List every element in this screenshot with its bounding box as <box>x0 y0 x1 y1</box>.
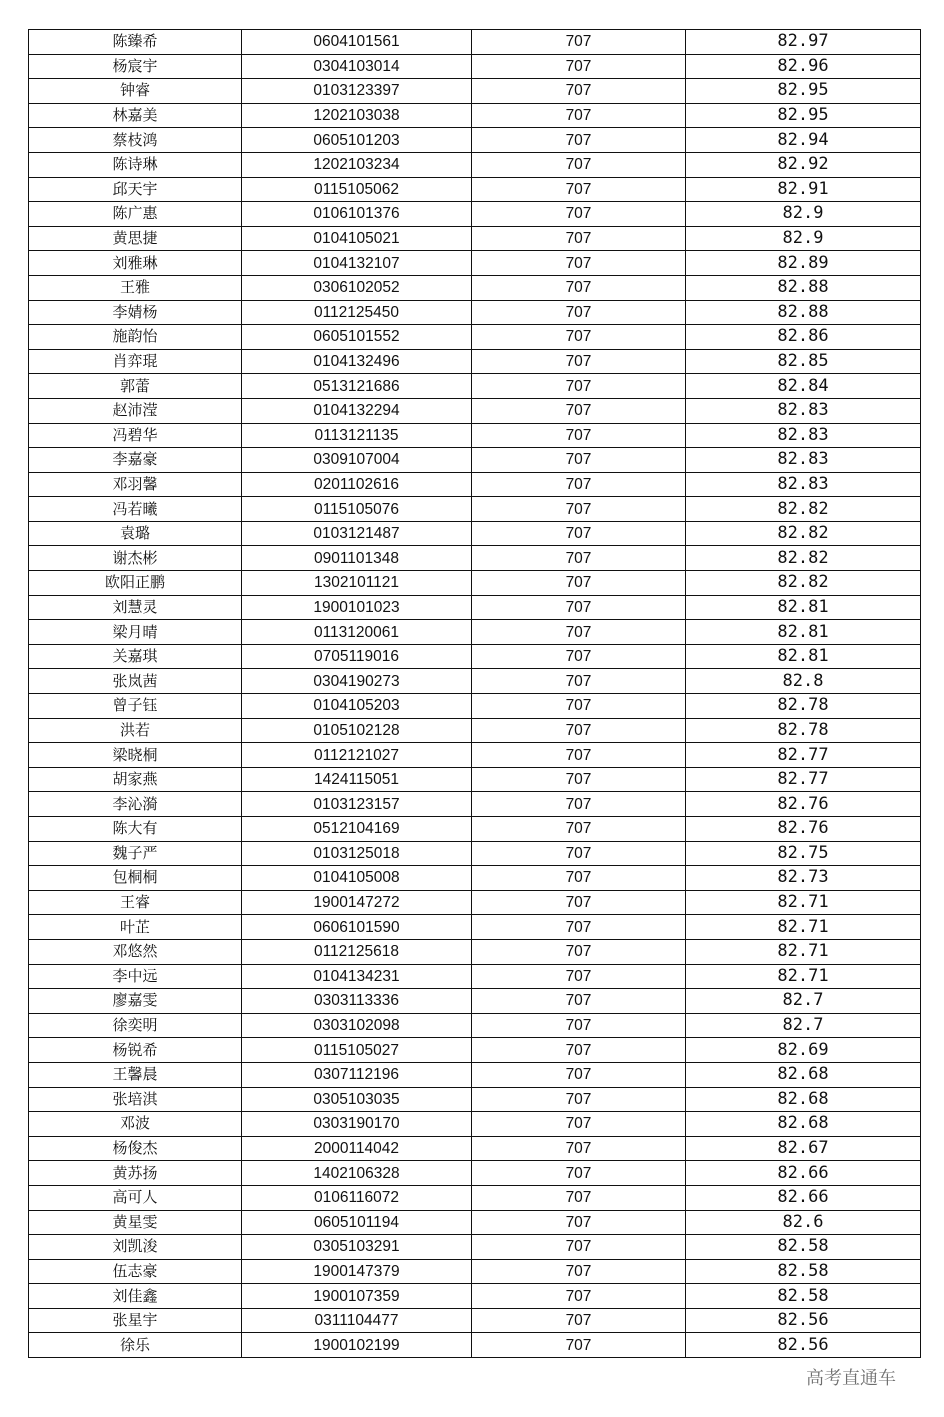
score-cell: 82.82 <box>686 521 921 546</box>
exam-number-cell: 0901101348 <box>242 546 472 571</box>
name-cell: 邓羽馨 <box>29 472 242 497</box>
name-cell: 张培淇 <box>29 1087 242 1112</box>
score-cell: 82.82 <box>686 497 921 522</box>
name-cell: 刘凯浚 <box>29 1235 242 1260</box>
code-cell: 707 <box>472 792 686 817</box>
name-cell: 徐乐 <box>29 1333 242 1358</box>
score-cell: 82.92 <box>686 152 921 177</box>
code-cell: 707 <box>472 718 686 743</box>
table-row <box>29 1087 921 1112</box>
score-cell: 82.76 <box>686 792 921 817</box>
exam-number-cell: 0104105008 <box>242 866 472 891</box>
name-cell: 杨锐希 <box>29 1038 242 1063</box>
name-cell: 关嘉琪 <box>29 644 242 669</box>
table-row <box>29 1235 921 1260</box>
name-cell: 邓悠然 <box>29 939 242 964</box>
code-cell: 707 <box>472 54 686 79</box>
code-cell: 707 <box>472 226 686 251</box>
exam-number-cell: 0512104169 <box>242 817 472 842</box>
code-cell: 707 <box>472 571 686 596</box>
code-cell: 707 <box>472 669 686 694</box>
table-row <box>29 792 921 817</box>
score-cell: 82.89 <box>686 251 921 276</box>
code-cell: 707 <box>472 817 686 842</box>
score-cell: 82.81 <box>686 595 921 620</box>
code-cell: 707 <box>472 30 686 55</box>
name-cell: 谢杰彬 <box>29 546 242 571</box>
code-cell: 707 <box>472 546 686 571</box>
score-cell: 82.56 <box>686 1308 921 1333</box>
table-row <box>29 546 921 571</box>
score-table <box>28 29 921 1358</box>
code-cell: 707 <box>472 128 686 153</box>
score-cell: 82.94 <box>686 128 921 153</box>
exam-number-cell: 0103121487 <box>242 521 472 546</box>
name-cell: 李中远 <box>29 964 242 989</box>
table-row <box>29 1062 921 1087</box>
name-cell: 陈臻希 <box>29 30 242 55</box>
exam-number-cell: 1900147379 <box>242 1259 472 1284</box>
score-cell: 82.83 <box>686 448 921 473</box>
exam-number-cell: 1302101121 <box>242 571 472 596</box>
score-cell: 82.66 <box>686 1161 921 1186</box>
exam-number-cell: 0104105203 <box>242 694 472 719</box>
table-row <box>29 669 921 694</box>
table-row <box>29 103 921 128</box>
name-cell: 黄苏扬 <box>29 1161 242 1186</box>
score-cell: 82.71 <box>686 915 921 940</box>
name-cell: 邱天宇 <box>29 177 242 202</box>
score-cell: 82.76 <box>686 817 921 842</box>
score-cell: 82.67 <box>686 1136 921 1161</box>
score-cell: 82.71 <box>686 939 921 964</box>
name-cell: 包桐桐 <box>29 866 242 891</box>
score-cell: 82.77 <box>686 743 921 768</box>
name-cell: 李嘉豪 <box>29 448 242 473</box>
name-cell: 林嘉美 <box>29 103 242 128</box>
score-cell: 82.73 <box>686 866 921 891</box>
score-cell: 82.96 <box>686 54 921 79</box>
score-cell: 82.68 <box>686 1087 921 1112</box>
exam-number-cell: 0113120061 <box>242 620 472 645</box>
name-cell: 徐奕明 <box>29 1013 242 1038</box>
name-cell: 胡家燕 <box>29 767 242 792</box>
score-cell: 82.75 <box>686 841 921 866</box>
exam-number-cell: 0104132107 <box>242 251 472 276</box>
name-cell: 李沁漪 <box>29 792 242 817</box>
exam-number-cell: 0307112196 <box>242 1062 472 1087</box>
table-row <box>29 202 921 227</box>
name-cell: 蔡枝鸿 <box>29 128 242 153</box>
code-cell: 707 <box>472 595 686 620</box>
exam-number-cell: 1900101023 <box>242 595 472 620</box>
name-cell: 张岚茜 <box>29 669 242 694</box>
score-cell: 82.9 <box>686 202 921 227</box>
name-cell: 魏子严 <box>29 841 242 866</box>
score-cell: 82.71 <box>686 964 921 989</box>
exam-number-cell: 0103123397 <box>242 79 472 104</box>
code-cell: 707 <box>472 325 686 350</box>
exam-number-cell: 0115105076 <box>242 497 472 522</box>
table-row <box>29 989 921 1014</box>
table-row <box>29 964 921 989</box>
code-cell: 707 <box>472 472 686 497</box>
name-cell: 欧阳正鹏 <box>29 571 242 596</box>
code-cell: 707 <box>472 915 686 940</box>
exam-number-cell: 0104134231 <box>242 964 472 989</box>
table-row <box>29 398 921 423</box>
name-cell: 赵沛滢 <box>29 398 242 423</box>
score-cell: 82.68 <box>686 1112 921 1137</box>
score-cell: 82.78 <box>686 694 921 719</box>
score-table-body <box>29 30 921 1358</box>
code-cell: 707 <box>472 1259 686 1284</box>
table-row <box>29 251 921 276</box>
table-row <box>29 374 921 399</box>
code-cell: 707 <box>472 251 686 276</box>
code-cell: 707 <box>472 989 686 1014</box>
table-row <box>29 841 921 866</box>
score-cell: 82.71 <box>686 890 921 915</box>
table-row <box>29 1333 921 1358</box>
code-cell: 707 <box>472 177 686 202</box>
name-cell: 杨俊杰 <box>29 1136 242 1161</box>
exam-number-cell: 1424115051 <box>242 767 472 792</box>
score-cell: 82.66 <box>686 1185 921 1210</box>
score-cell: 82.7 <box>686 989 921 1014</box>
name-cell: 黄思捷 <box>29 226 242 251</box>
score-cell: 82.9 <box>686 226 921 251</box>
score-cell: 82.83 <box>686 423 921 448</box>
name-cell: 叶芷 <box>29 915 242 940</box>
table-row <box>29 817 921 842</box>
exam-number-cell: 0304190273 <box>242 669 472 694</box>
table-row <box>29 620 921 645</box>
table-row <box>29 644 921 669</box>
table-row <box>29 890 921 915</box>
code-cell: 707 <box>472 1062 686 1087</box>
code-cell: 707 <box>472 1013 686 1038</box>
score-cell: 82.88 <box>686 300 921 325</box>
code-cell: 707 <box>472 202 686 227</box>
table-row <box>29 767 921 792</box>
table-row <box>29 1013 921 1038</box>
code-cell: 707 <box>472 497 686 522</box>
name-cell: 陈大有 <box>29 817 242 842</box>
exam-number-cell: 1900147272 <box>242 890 472 915</box>
exam-number-cell: 0115105027 <box>242 1038 472 1063</box>
code-cell: 707 <box>472 644 686 669</box>
code-cell: 707 <box>472 939 686 964</box>
score-cell: 82.83 <box>686 398 921 423</box>
exam-number-cell: 0605101552 <box>242 325 472 350</box>
score-cell: 82.58 <box>686 1284 921 1309</box>
score-cell: 82.91 <box>686 177 921 202</box>
name-cell: 洪若 <box>29 718 242 743</box>
table-row <box>29 718 921 743</box>
table-row <box>29 743 921 768</box>
exam-number-cell: 0604101561 <box>242 30 472 55</box>
name-cell: 刘佳鑫 <box>29 1284 242 1309</box>
name-cell: 陈诗琳 <box>29 152 242 177</box>
table-row <box>29 497 921 522</box>
exam-number-cell: 0705119016 <box>242 644 472 669</box>
table-row <box>29 1308 921 1333</box>
code-cell: 707 <box>472 694 686 719</box>
score-cell: 82.83 <box>686 472 921 497</box>
exam-number-cell: 0104105021 <box>242 226 472 251</box>
table-row <box>29 349 921 374</box>
table-row <box>29 152 921 177</box>
table-row <box>29 472 921 497</box>
score-cell: 82.84 <box>686 374 921 399</box>
code-cell: 707 <box>472 275 686 300</box>
name-cell: 施韵怡 <box>29 325 242 350</box>
exam-number-cell: 1202103234 <box>242 152 472 177</box>
table-row <box>29 1259 921 1284</box>
table-row <box>29 1210 921 1235</box>
name-cell: 邓波 <box>29 1112 242 1137</box>
code-cell: 707 <box>472 448 686 473</box>
code-cell: 707 <box>472 1284 686 1309</box>
exam-number-cell: 0303102098 <box>242 1013 472 1038</box>
name-cell: 王馨晨 <box>29 1062 242 1087</box>
exam-number-cell: 0115105062 <box>242 177 472 202</box>
exam-number-cell: 0113121135 <box>242 423 472 448</box>
score-cell: 82.95 <box>686 79 921 104</box>
code-cell: 707 <box>472 349 686 374</box>
exam-number-cell: 0112125618 <box>242 939 472 964</box>
code-cell: 707 <box>472 1308 686 1333</box>
name-cell: 伍志豪 <box>29 1259 242 1284</box>
score-cell: 82.56 <box>686 1333 921 1358</box>
score-cell: 82.69 <box>686 1038 921 1063</box>
name-cell: 刘雅琳 <box>29 251 242 276</box>
table-row <box>29 423 921 448</box>
score-cell: 82.68 <box>686 1062 921 1087</box>
exam-number-cell: 0513121686 <box>242 374 472 399</box>
table-row <box>29 30 921 55</box>
watermark: 高考直通车 <box>806 1368 896 1389</box>
table-row <box>29 1161 921 1186</box>
code-cell: 707 <box>472 152 686 177</box>
exam-number-cell: 0103125018 <box>242 841 472 866</box>
score-cell: 82.58 <box>686 1235 921 1260</box>
table-row <box>29 226 921 251</box>
exam-number-cell: 0106116072 <box>242 1185 472 1210</box>
exam-number-cell: 0112125450 <box>242 300 472 325</box>
name-cell: 郭蕾 <box>29 374 242 399</box>
code-cell: 707 <box>472 890 686 915</box>
exam-number-cell: 0306102052 <box>242 275 472 300</box>
exam-number-cell: 0605101203 <box>242 128 472 153</box>
code-cell: 707 <box>472 79 686 104</box>
name-cell: 杨宸宇 <box>29 54 242 79</box>
name-cell: 陈广惠 <box>29 202 242 227</box>
name-cell: 肖弈琨 <box>29 349 242 374</box>
name-cell: 黄星雯 <box>29 1210 242 1235</box>
code-cell: 707 <box>472 374 686 399</box>
table-row <box>29 866 921 891</box>
exam-number-cell: 1402106328 <box>242 1161 472 1186</box>
table-row <box>29 79 921 104</box>
name-cell: 张星宇 <box>29 1308 242 1333</box>
code-cell: 707 <box>472 1038 686 1063</box>
exam-number-cell: 1900107359 <box>242 1284 472 1309</box>
code-cell: 707 <box>472 1235 686 1260</box>
score-cell: 82.78 <box>686 718 921 743</box>
score-cell: 82.77 <box>686 767 921 792</box>
score-cell: 82.95 <box>686 103 921 128</box>
table-row <box>29 595 921 620</box>
exam-number-cell: 0103123157 <box>242 792 472 817</box>
exam-number-cell: 0106101376 <box>242 202 472 227</box>
exam-number-cell: 1202103038 <box>242 103 472 128</box>
code-cell: 707 <box>472 1087 686 1112</box>
exam-number-cell: 1900102199 <box>242 1333 472 1358</box>
code-cell: 707 <box>472 423 686 448</box>
code-cell: 707 <box>472 620 686 645</box>
name-cell: 王睿 <box>29 890 242 915</box>
score-cell: 82.88 <box>686 275 921 300</box>
score-cell: 82.97 <box>686 30 921 55</box>
table-row <box>29 521 921 546</box>
table-row <box>29 1185 921 1210</box>
exam-number-cell: 0201102616 <box>242 472 472 497</box>
code-cell: 707 <box>472 1333 686 1358</box>
score-cell: 82.82 <box>686 571 921 596</box>
name-cell: 李婧杨 <box>29 300 242 325</box>
score-cell: 82.58 <box>686 1259 921 1284</box>
code-cell: 707 <box>472 521 686 546</box>
table-row <box>29 1284 921 1309</box>
table-row <box>29 939 921 964</box>
name-cell: 王雅 <box>29 275 242 300</box>
code-cell: 707 <box>472 841 686 866</box>
exam-number-cell: 0311104477 <box>242 1308 472 1333</box>
name-cell: 钟睿 <box>29 79 242 104</box>
score-cell: 82.6 <box>686 1210 921 1235</box>
exam-number-cell: 0606101590 <box>242 915 472 940</box>
name-cell: 袁璐 <box>29 521 242 546</box>
name-cell: 梁月晴 <box>29 620 242 645</box>
exam-number-cell: 0305103035 <box>242 1087 472 1112</box>
name-cell: 冯碧华 <box>29 423 242 448</box>
code-cell: 707 <box>472 743 686 768</box>
score-cell: 82.82 <box>686 546 921 571</box>
exam-number-cell: 0104132496 <box>242 349 472 374</box>
code-cell: 707 <box>472 1161 686 1186</box>
table-row <box>29 128 921 153</box>
name-cell: 高可人 <box>29 1185 242 1210</box>
table-row <box>29 325 921 350</box>
code-cell: 707 <box>472 1112 686 1137</box>
table-row <box>29 1136 921 1161</box>
exam-number-cell: 0112121027 <box>242 743 472 768</box>
exam-number-cell: 0105102128 <box>242 718 472 743</box>
table-row <box>29 177 921 202</box>
table-row <box>29 448 921 473</box>
exam-number-cell: 0304103014 <box>242 54 472 79</box>
code-cell: 707 <box>472 398 686 423</box>
table-row <box>29 915 921 940</box>
name-cell: 梁晓桐 <box>29 743 242 768</box>
code-cell: 707 <box>472 103 686 128</box>
exam-number-cell: 0303190170 <box>242 1112 472 1137</box>
table-row <box>29 275 921 300</box>
table-row <box>29 1112 921 1137</box>
exam-number-cell: 0309107004 <box>242 448 472 473</box>
name-cell: 廖嘉雯 <box>29 989 242 1014</box>
code-cell: 707 <box>472 1136 686 1161</box>
exam-number-cell: 0305103291 <box>242 1235 472 1260</box>
score-cell: 82.7 <box>686 1013 921 1038</box>
score-cell: 82.85 <box>686 349 921 374</box>
code-cell: 707 <box>472 1210 686 1235</box>
table-row <box>29 300 921 325</box>
score-cell: 82.8 <box>686 669 921 694</box>
exam-number-cell: 0104132294 <box>242 398 472 423</box>
code-cell: 707 <box>472 300 686 325</box>
name-cell: 刘慧灵 <box>29 595 242 620</box>
exam-number-cell: 2000114042 <box>242 1136 472 1161</box>
score-cell: 82.81 <box>686 620 921 645</box>
table-row <box>29 694 921 719</box>
exam-number-cell: 0303113336 <box>242 989 472 1014</box>
code-cell: 707 <box>472 964 686 989</box>
code-cell: 707 <box>472 767 686 792</box>
score-cell: 82.86 <box>686 325 921 350</box>
table-row <box>29 54 921 79</box>
name-cell: 曾子钰 <box>29 694 242 719</box>
table-row <box>29 571 921 596</box>
score-cell: 82.81 <box>686 644 921 669</box>
name-cell: 冯若曦 <box>29 497 242 522</box>
code-cell: 707 <box>472 866 686 891</box>
code-cell: 707 <box>472 1185 686 1210</box>
table-row <box>29 1038 921 1063</box>
exam-number-cell: 0605101194 <box>242 1210 472 1235</box>
